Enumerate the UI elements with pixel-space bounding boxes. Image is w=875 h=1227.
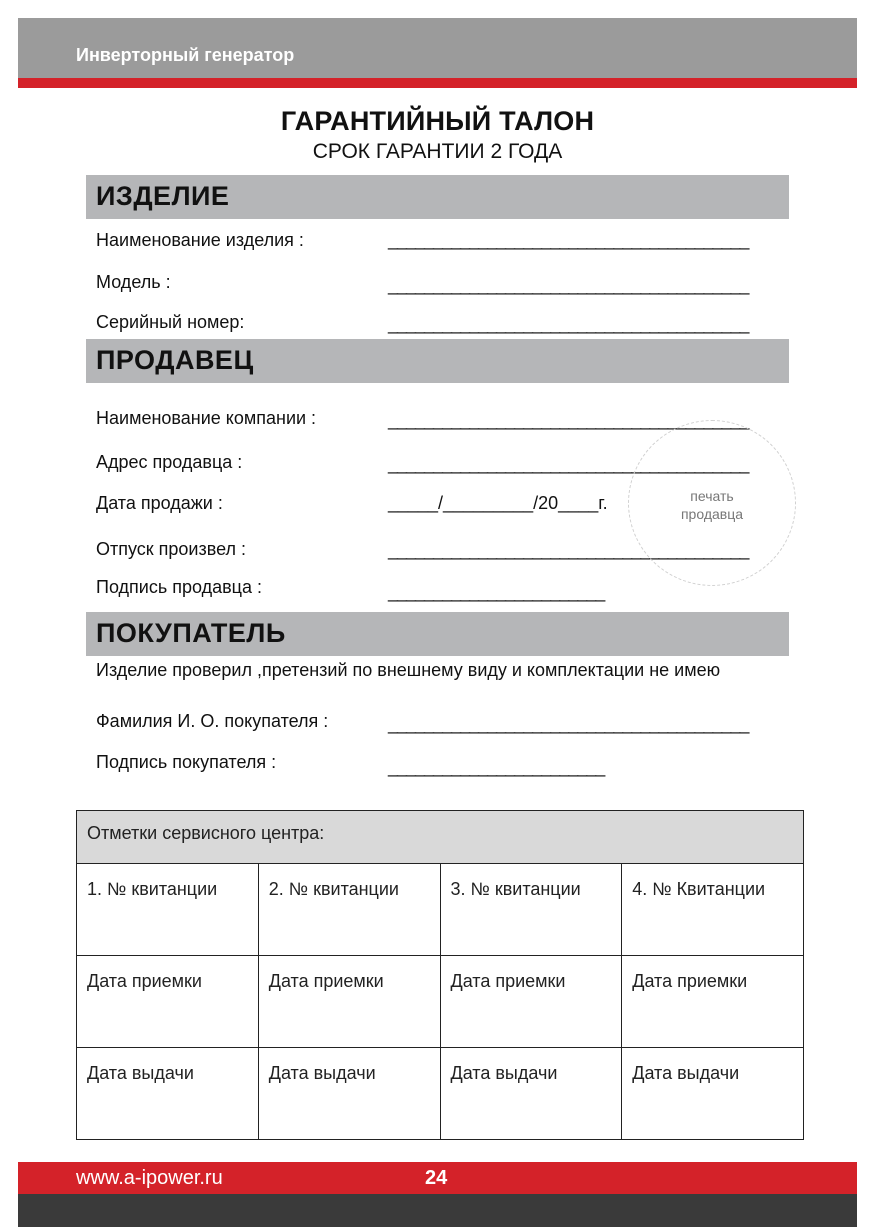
issued-date-cell-1[interactable]: Дата выдачи [77, 1048, 259, 1140]
table-row [77, 956, 804, 1048]
issued-date-cell-2[interactable]: Дата выдачи [258, 1048, 440, 1140]
buyer-name-field[interactable]: ________________________________________ [388, 714, 749, 734]
product-name-label: Наименование изделия : [96, 230, 304, 250]
section-buyer [86, 612, 789, 656]
seller-address-label: Адрес продавца : [96, 452, 243, 472]
header-accent-stripe [18, 78, 857, 88]
footer-website-link[interactable]: www.a-ipower.ru [76, 1167, 223, 1189]
receipt-cell-1[interactable]: 1. № квитанции [77, 864, 259, 956]
buyer-statement: Изделие проверил ,претензий по внешнему виду и комплектации не имею [96, 660, 721, 680]
issued-date-cell-3[interactable]: Дата выдачи [440, 1048, 622, 1140]
received-date-cell-1[interactable]: Дата приемки [77, 956, 259, 1048]
seller-address-field[interactable]: ________________________________________ [388, 454, 749, 474]
receipt-cell-3[interactable]: 3. № квитанции [440, 864, 622, 956]
section-buyer-heading: ПОКУПАТЕЛЬ [96, 618, 286, 648]
service-center-header: Отметки сервисного центра: [77, 811, 804, 864]
header-title: Инверторный генератор [76, 45, 295, 65]
model-label: Модель : [96, 272, 171, 292]
company-name-field[interactable]: ________________________________________ [388, 410, 749, 430]
document-title: ГАРАНТИЙНЫЙ ТАЛОН [280, 106, 595, 136]
page-number: 24 [425, 1167, 448, 1189]
serial-number-field[interactable]: ________________________________________ [388, 314, 749, 334]
receipt-cell-4[interactable]: 4. № Квитанции [622, 864, 804, 956]
seller-signature-label: Подпись продавца : [96, 577, 263, 597]
section-product-heading: ИЗДЕЛИЕ [96, 181, 230, 211]
product-name-field[interactable]: ________________________________________ [388, 230, 749, 250]
model-field[interactable]: ________________________________________ [388, 275, 749, 295]
received-date-cell-2[interactable]: Дата приемки [258, 956, 440, 1048]
buyer-signature-label: Подпись покупателя : [96, 752, 277, 772]
company-name-label: Наименование компании : [96, 408, 317, 428]
sale-date-label: Дата продажи : [96, 493, 223, 513]
receipt-cell-2[interactable]: 2. № квитанции [258, 864, 440, 956]
seller-signature-field[interactable]: ________________________ [388, 582, 605, 602]
serial-number-label: Серийный номер: [96, 312, 245, 332]
issued-date-cell-4[interactable]: Дата выдачи [622, 1048, 804, 1140]
service-center-table [76, 810, 804, 1140]
seller-stamp-text: печать продавца [680, 488, 744, 522]
buyer-name-label: Фамилия И. О. покупателя : [96, 711, 329, 731]
issued-by-field[interactable]: ________________________________________ [388, 540, 749, 560]
received-date-cell-4[interactable]: Дата приемки [622, 956, 804, 1048]
sale-date-field[interactable]: _____/_________/20____г. [388, 493, 608, 513]
issued-by-label: Отпуск произвел : [96, 539, 247, 559]
table-row [77, 811, 804, 864]
section-seller-heading: ПРОДАВЕЦ [96, 345, 254, 375]
buyer-signature-field[interactable]: ________________________ [388, 757, 605, 777]
document-subtitle: СРОК ГАРАНТИИ 2 ГОДА [312, 140, 563, 163]
footer-dark-stripe [18, 1194, 857, 1227]
table-row [77, 864, 804, 956]
section-product [86, 175, 789, 219]
section-seller [86, 339, 789, 383]
table-row [77, 1048, 804, 1140]
received-date-cell-3[interactable]: Дата приемки [440, 956, 622, 1048]
